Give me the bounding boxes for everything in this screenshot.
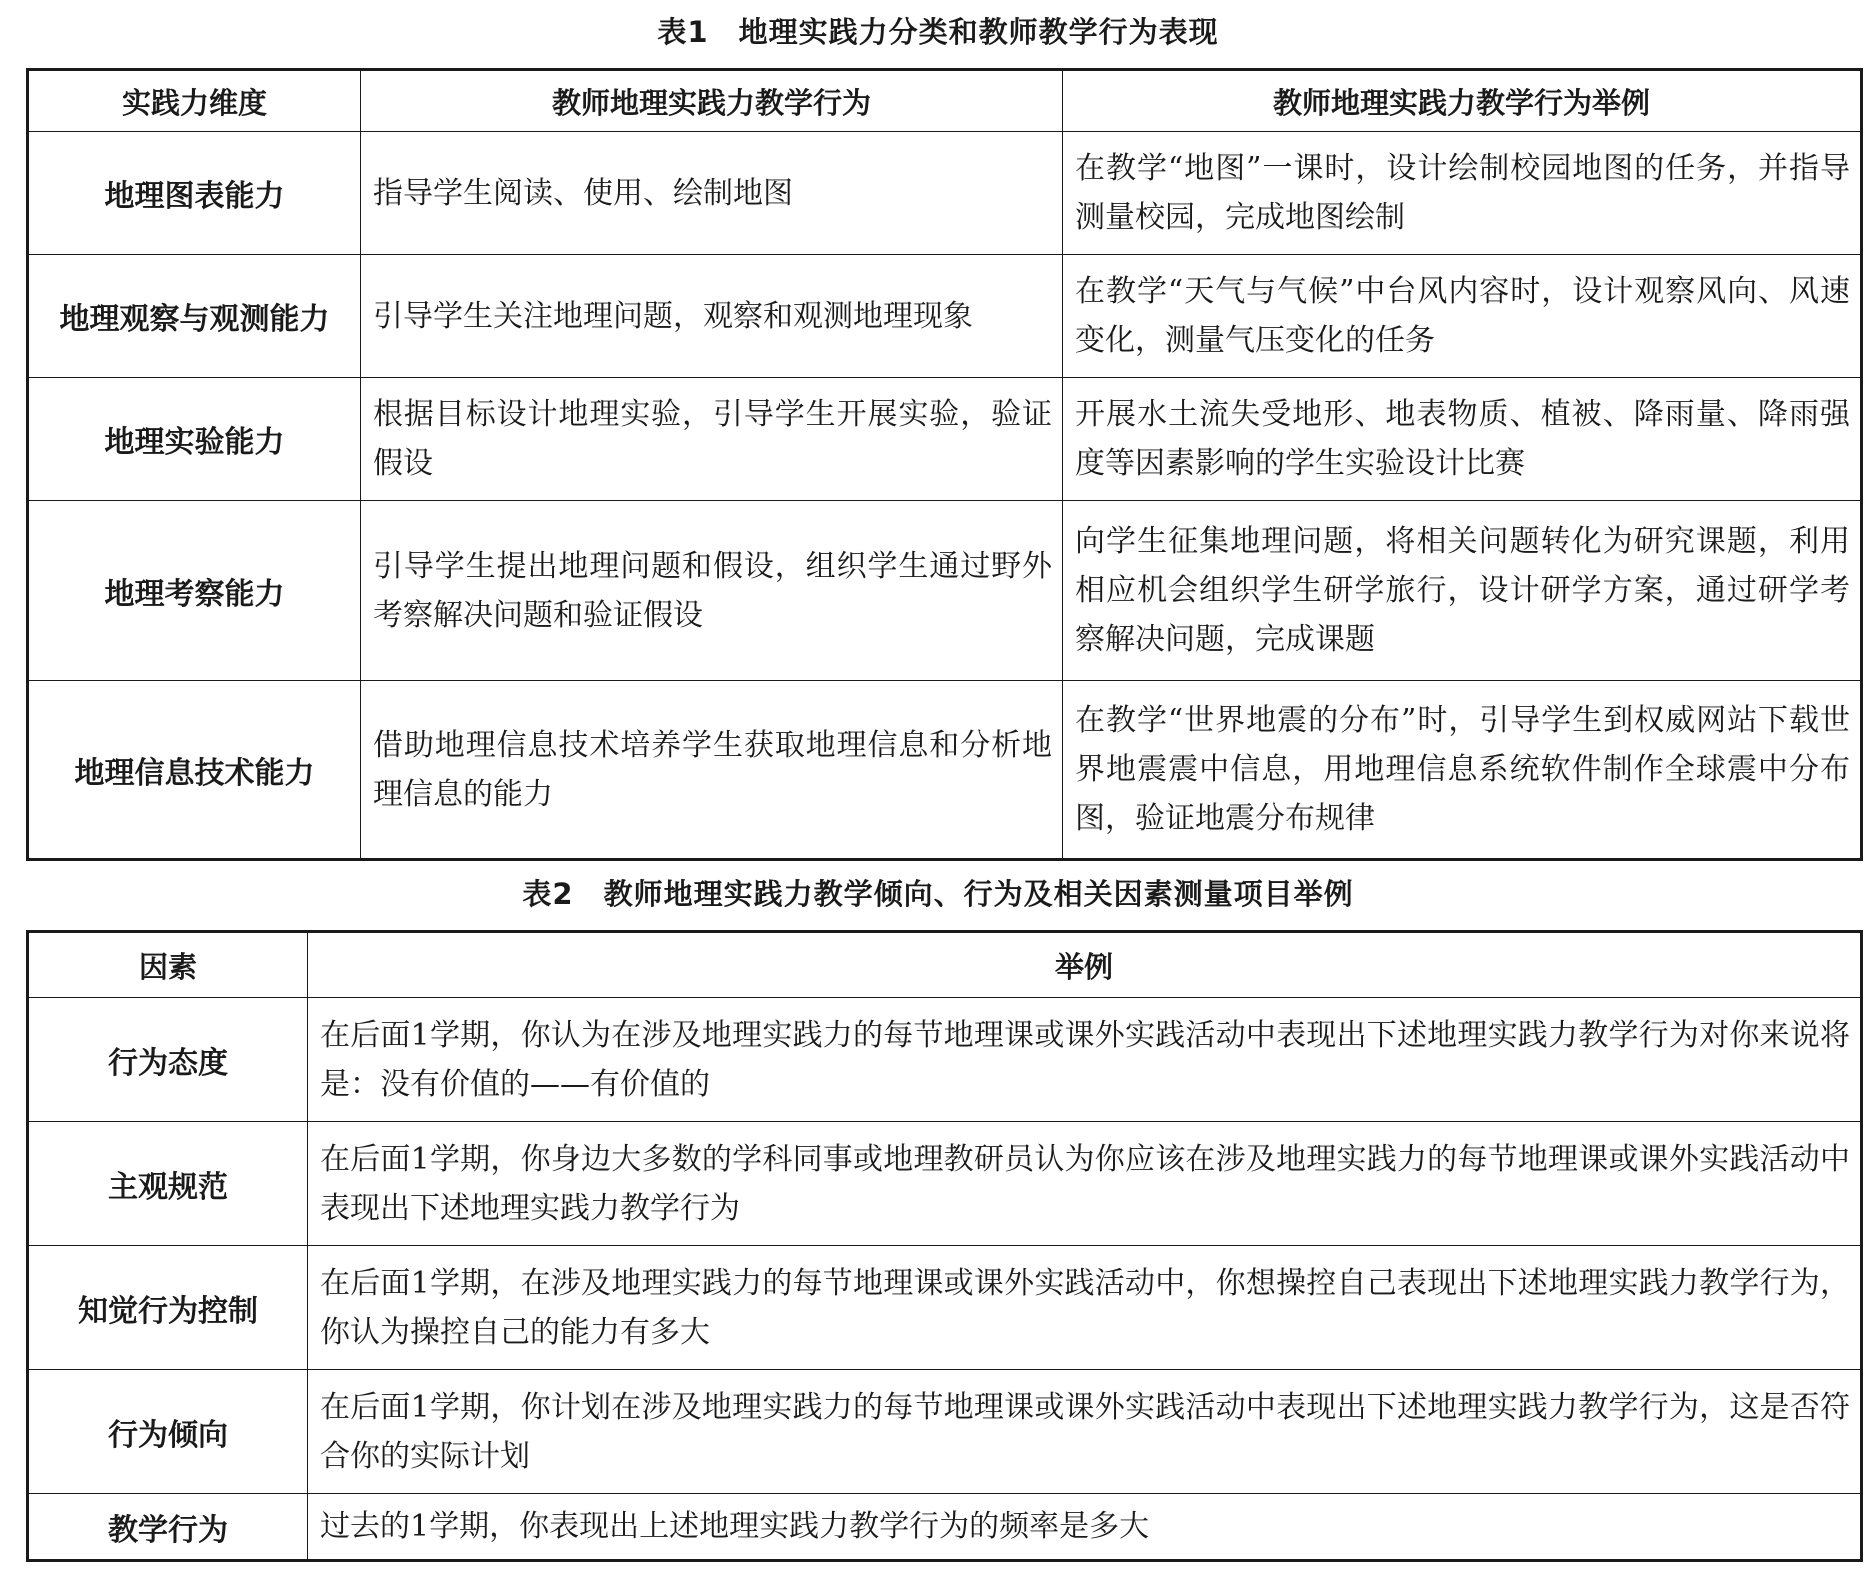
column-header-behavior: 教师地理实践力教学行为 [361, 70, 1063, 132]
dimension-cell: 地理实验能力 [28, 378, 361, 501]
table1-caption: 表1 地理实践力分类和教师教学行为表现 [657, 15, 1219, 49]
table2 [26, 930, 1863, 1562]
example-cell: 在教学“地图”一课时，设计绘制校园地图的任务，并指导测量校园，完成地图绘制 [1063, 132, 1862, 255]
table-row [28, 132, 1862, 255]
table-header-row [28, 70, 1862, 132]
example-cell: 在教学“天气与气候”中台风内容时，设计观察风向、风速变化，测量气压变化的任务 [1063, 255, 1862, 378]
factor-cell: 主观规范 [28, 1122, 308, 1246]
table-row [28, 1122, 1862, 1246]
table2-caption: 表2 教师地理实践力教学倾向、行为及相关因素测量项目举例 [522, 877, 1354, 911]
dimension-cell: 地理观察与观测能力 [28, 255, 361, 378]
example-cell: 在后面1学期，你身边大多数的学科同事或地理教研员认为你应该在涉及地理实践力的每节地理课或课外实践活动中表现出下述地理实践力教学行为 [308, 1122, 1862, 1246]
table-header-row [28, 932, 1862, 998]
factor-cell: 行为态度 [28, 998, 308, 1122]
example-cell: 在后面1学期，在涉及地理实践力的每节地理课或课外实践活动中，你想操控自己表现出下述地理实践力教学行为，你认为操控自己的能力有多大 [308, 1246, 1862, 1370]
factor-cell: 教学行为 [28, 1494, 308, 1561]
example-cell: 开展水土流失受地形、地表物质、植被、降雨量、降雨强度等因素影响的学生实验设计比赛 [1063, 378, 1862, 501]
example-cell: 在后面1学期，你计划在涉及地理实践力的每节地理课或课外实践活动中表现出下述地理实践力教学行为，这是否符合你的实际计划 [308, 1370, 1862, 1494]
table-row [28, 998, 1862, 1122]
behavior-cell: 借助地理信息技术培养学生获取地理信息和分析地理信息的能力 [361, 681, 1063, 860]
column-header-example: 教师地理实践力教学行为举例 [1063, 70, 1862, 132]
behavior-cell: 引导学生提出地理问题和假设，组织学生通过野外考察解决问题和验证假设 [361, 501, 1063, 681]
example-cell: 在后面1学期，你认为在涉及地理实践力的每节地理课或课外实践活动中表现出下述地理实践力教学行为对你来说将是：没有价值的——有价值的 [308, 998, 1862, 1122]
dimension-cell: 地理图表能力 [28, 132, 361, 255]
column-header-dimension: 实践力维度 [28, 70, 361, 132]
column-header-example: 举例 [308, 932, 1862, 998]
table-row [28, 1370, 1862, 1494]
column-header-factor: 因素 [28, 932, 308, 998]
table-row [28, 378, 1862, 501]
example-cell: 过去的1学期，你表现出上述地理实践力教学行为的频率是多大 [308, 1494, 1862, 1561]
behavior-cell: 指导学生阅读、使用、绘制地图 [361, 132, 1063, 255]
table1 [26, 68, 1863, 861]
dimension-cell: 地理考察能力 [28, 501, 361, 681]
example-cell: 向学生征集地理问题，将相关问题转化为研究课题，利用相应机会组织学生研学旅行，设计研学方案，通过研学考察解决问题，完成课题 [1063, 501, 1862, 681]
example-cell: 在教学“世界地震的分布”时，引导学生到权威网站下载世界地震震中信息，用地理信息系统软件制作全球震中分布图，验证地震分布规律 [1063, 681, 1862, 860]
table-row [28, 681, 1862, 860]
table-row [28, 1494, 1862, 1561]
behavior-cell: 引导学生关注地理问题，观察和观测地理现象 [361, 255, 1063, 378]
table-row [28, 255, 1862, 378]
factor-cell: 行为倾向 [28, 1370, 308, 1494]
factor-cell: 知觉行为控制 [28, 1246, 308, 1370]
dimension-cell: 地理信息技术能力 [28, 681, 361, 860]
table-row [28, 1246, 1862, 1370]
behavior-cell: 根据目标设计地理实验，引导学生开展实验，验证假设 [361, 378, 1063, 501]
table-row [28, 501, 1862, 681]
